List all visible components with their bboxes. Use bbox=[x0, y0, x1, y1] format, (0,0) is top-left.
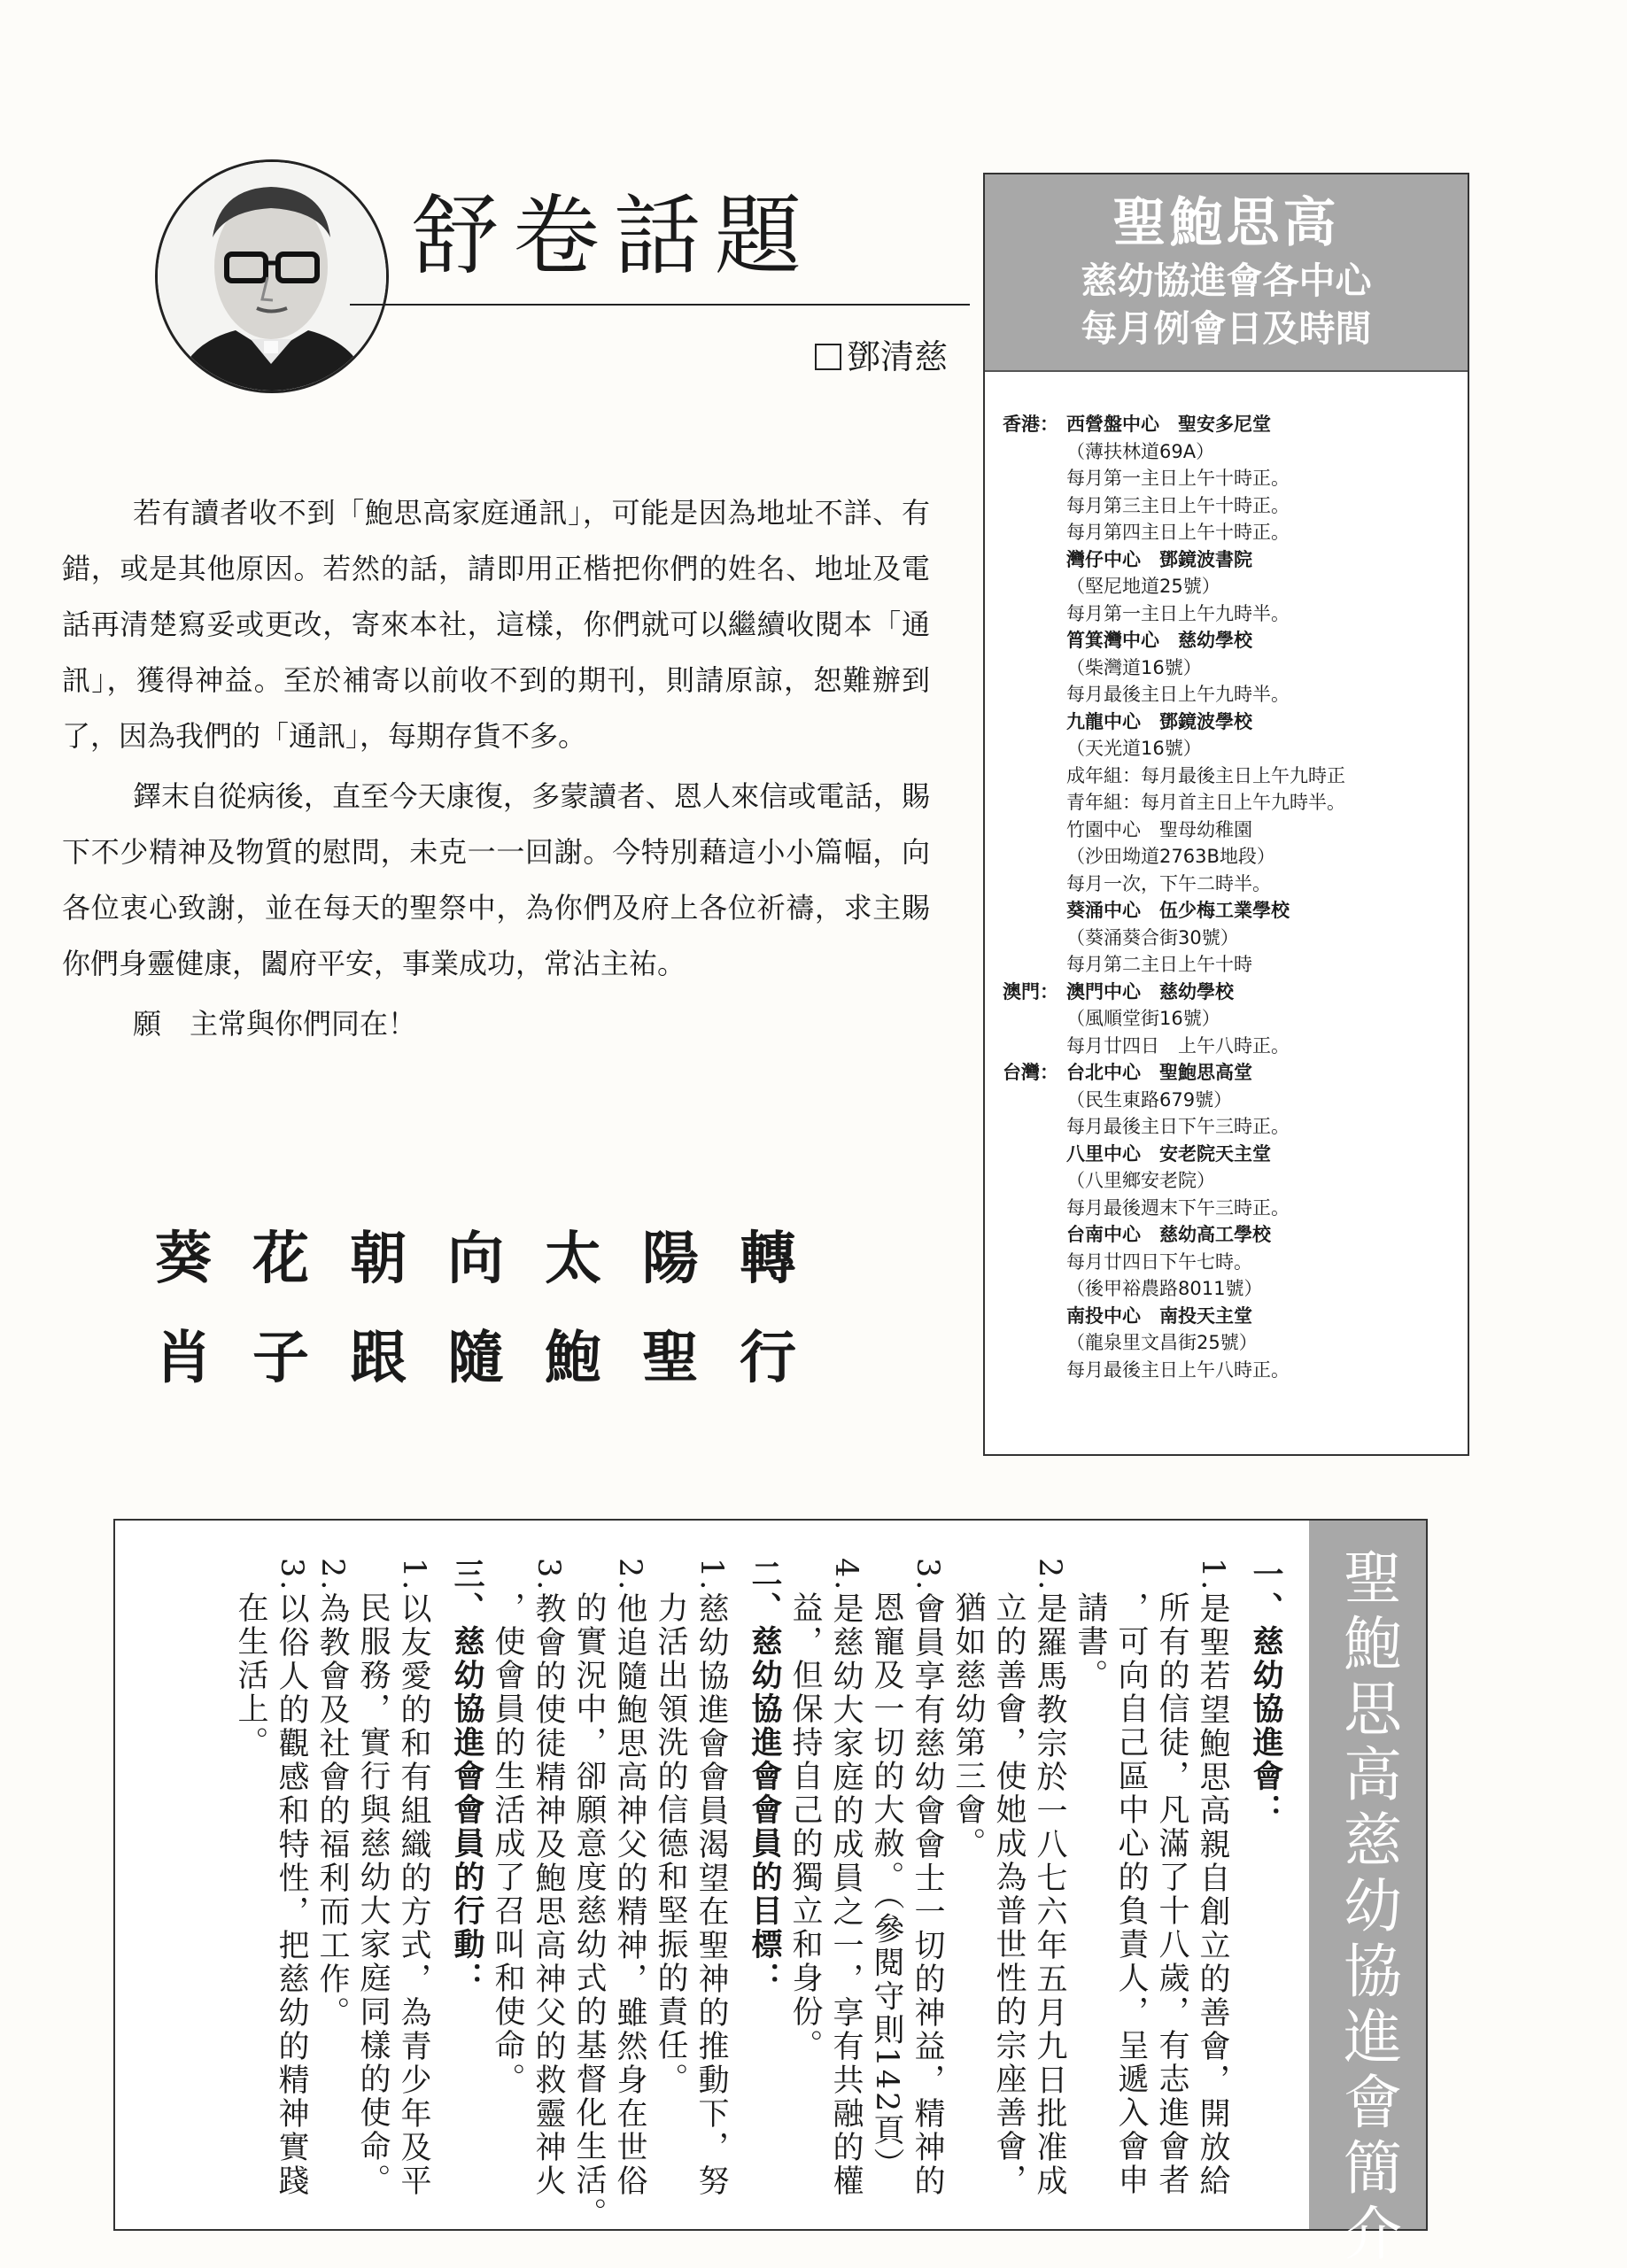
schedule-center-name: 葵涌中心 伍少梅工業學校 bbox=[1066, 900, 1290, 921]
intro-heading: 三、慈幼協進會會員的行動： bbox=[449, 1558, 485, 1995]
intro-line: 2.為教會及社會的福利而工作。 bbox=[314, 1558, 350, 2031]
intro-line: 3.會員享有慈幼會會士一切的神益，精神的 bbox=[910, 1558, 945, 2199]
schedule-detail: （天光道16號） bbox=[1066, 738, 1202, 759]
intro-line: ，可向自己區中心的負責人，呈遞入會申 bbox=[1113, 1558, 1149, 2197]
schedule-detail: 每月第一主日上午十時正。 bbox=[1066, 468, 1290, 489]
intro-line: 請書。 bbox=[1073, 1558, 1108, 1692]
meeting-schedule-box bbox=[983, 173, 1469, 1456]
schedule-title: 聖鮑思高 bbox=[1112, 192, 1340, 254]
schedule-detail: 每月最後主日上午九時半。 bbox=[1066, 684, 1290, 705]
intro-line: 2.他追隨鮑思高神父的精神，雖然身在世俗 bbox=[612, 1558, 647, 2199]
schedule-row bbox=[985, 762, 1468, 790]
intro-heading: 二、慈幼協進會會員的目標： bbox=[747, 1558, 783, 1995]
author-byline bbox=[815, 329, 948, 378]
schedule-subtitle-1: 慈幼協進會各中心 bbox=[1081, 259, 1372, 302]
intro-line: 3.以俗人的觀感和特性，把慈幼的精神實踐 bbox=[274, 1558, 309, 2199]
schedule-detail: 每月最後主日上午八時正。 bbox=[1066, 1358, 1290, 1381]
schedule-detail: 每月最後主日下午三時正。 bbox=[1066, 1116, 1290, 1137]
schedule-row bbox=[985, 1059, 1468, 1087]
schedule-detail: 每月第一主日上午九時半。 bbox=[1066, 602, 1290, 624]
schedule-detail: 每月廿四日下午七時。 bbox=[1066, 1250, 1252, 1273]
column-body bbox=[62, 485, 930, 1057]
schedule-row bbox=[985, 1303, 1468, 1330]
schedule-row bbox=[985, 681, 1468, 708]
schedule-row bbox=[985, 1113, 1468, 1141]
schedule-row bbox=[985, 843, 1468, 871]
schedule-row bbox=[985, 411, 1468, 438]
schedule-row bbox=[985, 465, 1468, 492]
intro-line: 1.慈幼協進會會員渴望在聖神的推動下，努 bbox=[693, 1558, 729, 2199]
schedule-center-name: 西營盤中心 聖安多尼堂 bbox=[1066, 414, 1271, 435]
schedule-center-name: 八里中心 安老院天主堂 bbox=[1066, 1142, 1271, 1165]
intro-line: 民服務，實行與慈幼大家庭同樣的使命。 bbox=[355, 1558, 391, 2197]
intro-line: 恩寵及一切的大赦。（參閱守則142頁） bbox=[869, 1558, 904, 2182]
schedule-detail: 每月最後週末下午三時正。 bbox=[1066, 1196, 1290, 1219]
intro-title: 聖鮑思高慈幼協進會簡介 bbox=[1333, 1547, 1402, 2268]
intro-line: 的實況中，卻願意度慈幼式的基督化生活。 bbox=[571, 1558, 607, 2231]
motto-line-2: 肖子跟隨鮑聖行 bbox=[155, 1326, 837, 1391]
byline-box-icon bbox=[815, 344, 841, 370]
schedule-detail: 竹園中心 聖母幼稚園 bbox=[1066, 818, 1252, 840]
schedule-detail: （柴灣道16號） bbox=[1066, 656, 1202, 678]
schedule-list bbox=[985, 411, 1468, 1383]
intro-line: 2.是羅馬教宗於一八七六年五月九日批准成 bbox=[1032, 1558, 1067, 2199]
schedule-detail: （龍泉里文昌街25號） bbox=[1066, 1332, 1258, 1353]
schedule-row bbox=[985, 546, 1468, 574]
schedule-detail: 成年組：每月最後主日上午九時正 bbox=[1066, 764, 1345, 786]
schedule-center-name: 南投中心 南投天主堂 bbox=[1066, 1304, 1252, 1327]
schedule-center-name: 灣仔中心 鄧鏡波書院 bbox=[1066, 548, 1252, 570]
schedule-row bbox=[985, 1249, 1468, 1276]
schedule-row bbox=[985, 1167, 1468, 1195]
schedule-row bbox=[985, 817, 1468, 844]
schedule-detail: （沙田坳道2763B地段） bbox=[1066, 846, 1275, 867]
schedule-detail: （薄扶林道69A） bbox=[1066, 440, 1215, 462]
schedule-detail: （八里鄉安老院） bbox=[1066, 1170, 1215, 1191]
schedule-detail: （風順堂街16號） bbox=[1066, 1008, 1220, 1029]
schedule-detail: 每月第四主日上午十時正。 bbox=[1066, 522, 1290, 543]
schedule-detail: （堅尼地道25號） bbox=[1066, 576, 1220, 597]
schedule-header bbox=[985, 174, 1468, 372]
portrait-illustration bbox=[158, 162, 386, 391]
body-paragraph: 若有讀者收不到「鮑思高家庭通訊」，可能是因為地址不詳、有錯，或是其他原因。若然的話，請即用正楷把你們的姓名、地址及電話再清楚寫妥或更改，寄來本社，這樣，你們就可以繼續收閱本「通訊」，獲得神益。至於補寄以前收不到的期刊，則請原諒，恕難辦到了，因為我們的「通訊」，每期存貨不多。 bbox=[62, 496, 930, 753]
schedule-row bbox=[985, 897, 1468, 925]
schedule-center-name: 九龍中心 鄧鏡波學校 bbox=[1066, 710, 1252, 732]
schedule-row bbox=[985, 573, 1468, 600]
schedule-row bbox=[985, 1195, 1468, 1222]
schedule-region: 香港： bbox=[1003, 414, 1058, 435]
schedule-row bbox=[985, 925, 1468, 952]
intro-line: 力活出領洗的信德和堅振的責任。 bbox=[653, 1558, 688, 2096]
schedule-region: 澳門： bbox=[1003, 980, 1058, 1002]
intro-line: ，使會員的生活成了召叫和使命。 bbox=[490, 1558, 525, 2096]
schedule-row bbox=[985, 1141, 1468, 1168]
intro-line: 1.以友愛的和有組織的方式，為青少年及平 bbox=[396, 1558, 431, 2199]
schedule-row bbox=[985, 708, 1468, 736]
intro-line: 益，但保持自己的獨立和身份。 bbox=[787, 1558, 823, 2063]
schedule-row bbox=[985, 1087, 1468, 1114]
body-paragraph: 願 主常與你們同在！ bbox=[133, 1007, 417, 1041]
schedule-detail: 每月第三主日上午十時正。 bbox=[1066, 494, 1290, 516]
schedule-detail: 每月第二主日上午十時 bbox=[1066, 954, 1252, 975]
schedule-row bbox=[985, 1005, 1468, 1033]
schedule-row bbox=[985, 789, 1468, 817]
schedule-row bbox=[985, 1033, 1468, 1060]
schedule-row bbox=[985, 1329, 1468, 1357]
schedule-detail: （後甲裕農路8011號） bbox=[1066, 1278, 1263, 1299]
schedule-center-name: 台北中心 聖鮑思高堂 bbox=[1066, 1062, 1252, 1083]
schedule-detail: （葵涌葵合街30號） bbox=[1066, 926, 1239, 948]
intro-line: 猶如慈幼第三會。 bbox=[950, 1558, 986, 1861]
title-rule bbox=[350, 304, 970, 306]
schedule-row bbox=[985, 438, 1468, 466]
intro-line: 所有的信徒，凡滿了十八歲，有志進會者 bbox=[1154, 1558, 1189, 2197]
schedule-row bbox=[985, 627, 1468, 654]
schedule-row bbox=[985, 492, 1468, 520]
schedule-row bbox=[985, 600, 1468, 628]
association-intro-section bbox=[113, 1519, 1428, 2268]
intro-heading: 一、慈幼協進會： bbox=[1248, 1558, 1284, 1827]
motto-line-1: 葵花朝向太陽轉 bbox=[155, 1227, 837, 1292]
author-portrait bbox=[155, 159, 389, 393]
schedule-subtitle-2: 每月例會日及時間 bbox=[1081, 307, 1372, 351]
intro-body bbox=[230, 1558, 1286, 2231]
schedule-detail: 青年組：每月首主日上午九時半。 bbox=[1066, 792, 1345, 813]
schedule-row bbox=[985, 979, 1468, 1006]
schedule-row bbox=[985, 735, 1468, 762]
schedule-row bbox=[985, 1357, 1468, 1384]
schedule-region: 台灣： bbox=[1003, 1062, 1058, 1083]
schedule-row bbox=[985, 1221, 1468, 1249]
intro-line: 4.是慈幼大家庭的成員之一，享有共融的權 bbox=[828, 1558, 864, 2199]
schedule-detail: 每月廿四日 上午八時正。 bbox=[1066, 1034, 1290, 1057]
schedule-center-name: 澳門中心 慈幼學校 bbox=[1066, 980, 1234, 1002]
intro-line: 在生活上。 bbox=[233, 1558, 268, 1760]
body-paragraph: 鐸末自從病後，直至今天康復，多蒙讀者、恩人來信或電話，賜下不少精神及物質的慰問，未克一一回謝。今特別藉這小小篇幅，向各位衷心致謝，並在每天的聖祭中，為你們及府上各位祈禱，求主賜你們身靈健康，闔府平安，事業成功，常沾主祐。 bbox=[62, 779, 930, 980]
schedule-row bbox=[985, 871, 1468, 898]
intro-line: 3.教會的使徒精神及鮑思高神父的救靈神火 bbox=[531, 1558, 566, 2199]
schedule-center-name: 筲箕灣中心 慈幼學校 bbox=[1066, 630, 1252, 651]
schedule-detail: 每月一次，下午二時半。 bbox=[1066, 872, 1271, 894]
schedule-row bbox=[985, 654, 1468, 682]
schedule-detail: （民生東路679號） bbox=[1066, 1088, 1233, 1111]
schedule-row bbox=[985, 951, 1468, 979]
schedule-row bbox=[985, 519, 1468, 546]
schedule-row bbox=[985, 1275, 1468, 1303]
column-title: 舒卷話題 bbox=[412, 186, 817, 287]
intro-line: 立的善會，使她成為普世性的宗座善會， bbox=[991, 1558, 1027, 2197]
intro-line: 1.是聖若望鮑思高親自創立的善會，開放給 bbox=[1195, 1558, 1230, 2199]
schedule-center-name: 台南中心 慈幼高工學校 bbox=[1066, 1224, 1271, 1245]
author-name: 鄧清慈 bbox=[847, 337, 949, 376]
intro-title-bar bbox=[1309, 1521, 1426, 2268]
